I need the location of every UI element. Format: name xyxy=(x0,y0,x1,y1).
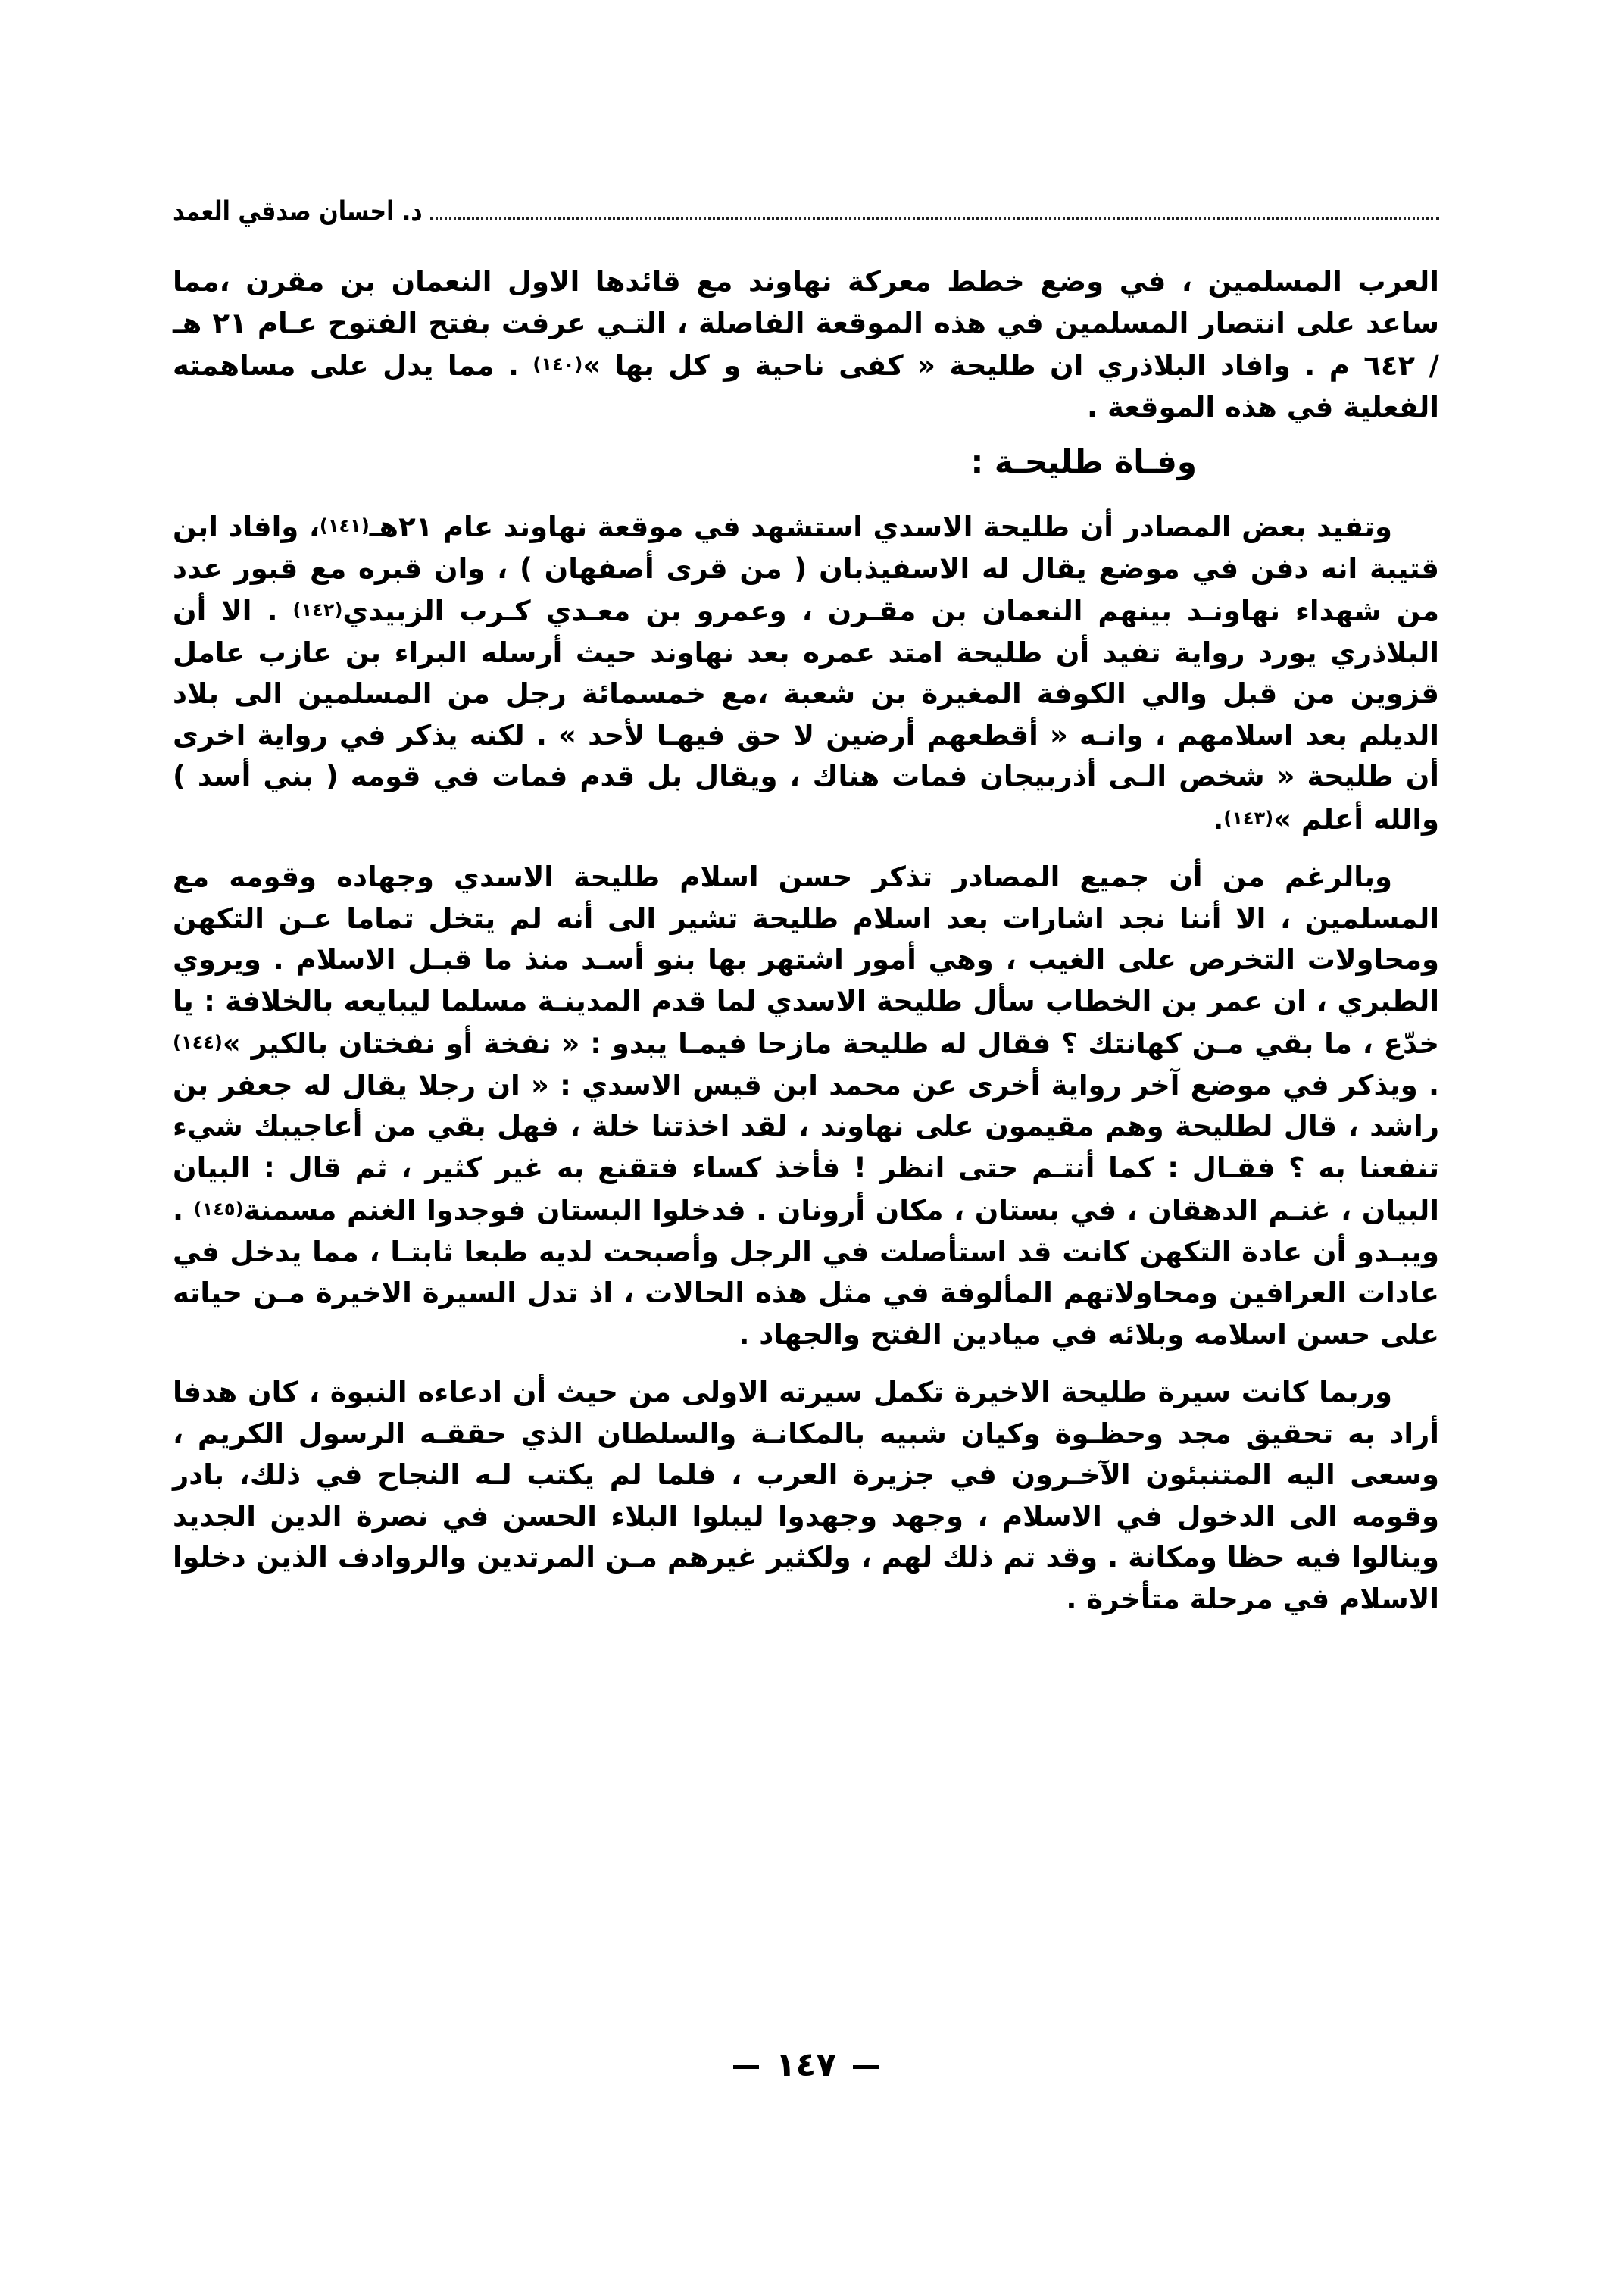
page-number-value: ١٤٧ xyxy=(775,2046,837,2084)
page-number-dash xyxy=(733,2065,759,2069)
footnote-ref[interactable]: (١٤٢) xyxy=(292,599,343,620)
paragraph xyxy=(173,1372,1439,1620)
paragraph xyxy=(173,857,1439,1355)
paragraph-text: . ويذكر في موضع آخر رواية أخرى عن محمد ابن قيس الاسدي : « ان رجلا يقال له جعفر بن راشد ، قال لطليحة وهم مقيمون على نهاوند ، لقد اخذتنا خلة ، فهل بقي من أعاجيبك شيء تنفعنا به ؟ فقـال : كما أنتـم حتى انظر ! فأخذ كساء فتقنع به غير كثير ، ثم قال : البيان البيان ، غنـم الدهقان ، في بستان ، مكان أرونان . فدخلوا البستان فوجدوا الغنم مسمنة xyxy=(173,1068,1439,1227)
body-text xyxy=(173,261,1439,1620)
footnote-ref[interactable]: (١٤١) xyxy=(319,515,370,536)
running-header xyxy=(173,183,1439,229)
paragraph-text: . مما يدل على مساهمته الفعلية في هذه الموقعة . xyxy=(173,349,1439,423)
paragraph-continued xyxy=(173,261,1439,428)
header-dotted-rule xyxy=(430,217,1439,220)
paragraph-text: وبالرغم من أن جميع المصادر تذكر حسن اسلام طليحة الاسدي وجهاده وقومه مع المسلمين ، الا أننا نجد اشارات بعد اسلام طليحة تشير الى أنه لم يتخل تماما عـن التكهن ومحاولات التخرص على الغيب ، وهي أمور اشتهر بها بنو أسـد منذ ما قبـل الاسلام . ويروي الطبري ، ان عمر بن الخطاب سأل طليحة الاسدي لما قدم المدينـة مسلما ليبايعه بالخلافة : يا خدّع ، ما بقي مـن كهانتك ؟ فقال له طليحة مازحا فيمـا يبدو : « نفخة أو نفختان بالكير » xyxy=(173,861,1439,1060)
footnote-ref[interactable]: (١٤٥) xyxy=(193,1199,244,1220)
footnote-ref[interactable]: (١٤٠) xyxy=(532,354,583,375)
footnote-ref[interactable]: (١٤٤) xyxy=(173,1032,223,1053)
paragraph-text: وتفيد بعض المصادر أن طليحة الاسدي استشهد في موقعة نهاوند عام ٢١هـ xyxy=(369,511,1392,543)
paragraph-text: . الا أن البلاذري يورد رواية تفيد أن طليحة امتد عمره بعد نهاوند حيث أرسله البراء بن عازب عامل قزوين من قبل والي الكوفة المغيرة بن شعبة ،مع خمسمائة رجل من المسلمين الى بلاد الديلم بعد اسلامهم ، وانـه « أقطعهم أرضين لا حق فيهـا لأحد » . لكنه يذكر في رواية اخرى أن طليحة « شخص الـى أذربيجان فمات هناك ، ويقال بل قدم فمات في قومه ( بني أسد ) والله أعلم » xyxy=(173,595,1439,836)
paragraph xyxy=(173,505,1439,840)
section-heading: وفـاة طليحـة : xyxy=(970,443,1197,480)
page-number xyxy=(173,2046,1439,2084)
paragraph-text: ، وافاد ابن قتيبة انه دفن في موضع يقال له الاسفيذبان ( من قرى أصفهان ) ، وان قبره مع قبور عدد من شهداء نهاونـد بينهم النعمان بن مقـرن ، وعمرو بن معـدي كـرب الزبيدي xyxy=(173,511,1439,627)
paragraph-text: العرب المسلمين ، في وضع خطط معركة نهاوند مع قائدها الاول النعمان بن مقرن ،مما ساعد على انتصار المسلمين في هذه الموقعة الفاصلة ، التـي عرفت بفتح الفتوح عـام ٢١ هـ / ٦٤٢ م . وافاد البلاذري ان طليحة « كفى ناحية و كل بها » xyxy=(173,265,1439,382)
paragraph-text: . xyxy=(1213,802,1224,836)
page-number-dash xyxy=(853,2065,879,2069)
book-page xyxy=(173,0,1439,2269)
header-author: د. احسان صدقي العمد xyxy=(173,195,423,228)
paragraph-text: وربما كانت سيرة طليحة الاخيرة تكمل سيرته الاولى من حيث أن ادعاءه النبوة ، كان هدفا أراد به تحقيق مجد وحظـوة وكيان شبيه بالمكانـة والسلطان الذي حققـه الرسول الكريم ، وسعى اليه المتنبئون الآخـرون في جزيرة العرب ، فلما لم يكتب لـه النجاح في ذلك، بادر وقومه الى الدخول في الاسلام ، وجهد وجهدوا ليبلوا البلاء الحسن في نصرة الدين الجديد وينالوا فيه حظا ومكانة . وقد تم ذلك لهم ، ولكثير غيرهم مـن المرتدين والروادف الذين دخلوا الاسلام في مرحلة متأخرة . xyxy=(173,1376,1439,1615)
paragraph-text: . ويبـدو أن عادة التكهن كانت قد استأصلت في الرجل وأصبحت لديه طبعا ثابتـا ، مما يدخل في عادات العرافين ومحاولاتهم المألوفة في مثل هذه الحالات ، اذ تدل السيرة الاخيرة مـن حياته على حسن اسلامه وبلائه في ميادين الفتح والجهاد . xyxy=(173,1194,1439,1351)
footnote-ref[interactable]: (١٤٣) xyxy=(1223,807,1274,829)
